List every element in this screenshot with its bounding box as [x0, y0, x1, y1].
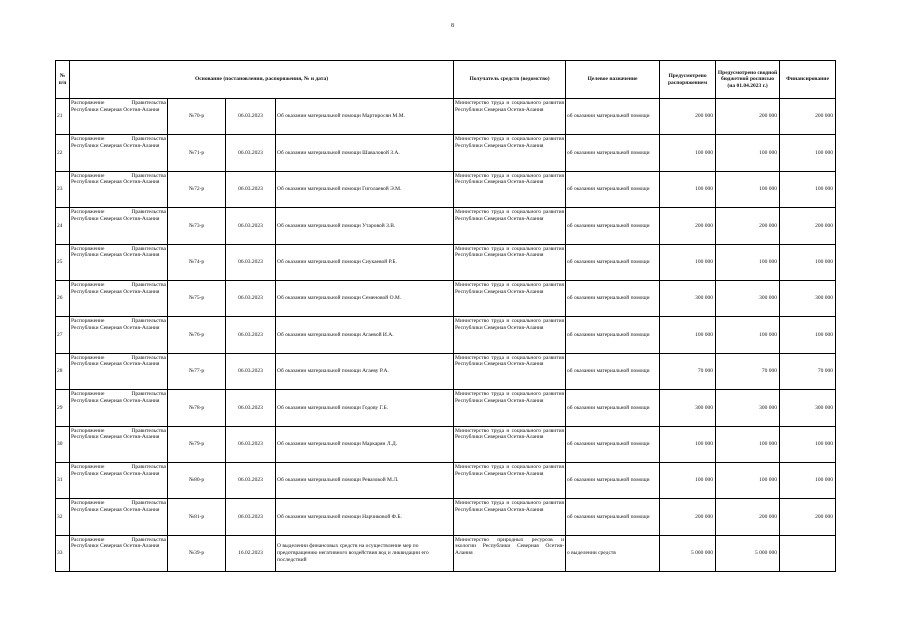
document-type: Распоряжение Правительства Республики Северная Осетия-Алания [70, 171, 168, 207]
document-date: 06.03.2023 [226, 390, 276, 426]
table-row [56, 390, 836, 426]
row-number: 29 [56, 390, 70, 426]
purpose: об оказании материальной помощи [566, 244, 660, 280]
document-type: Распоряжение Правительства Республики Северная Осетия-Алания [70, 99, 168, 135]
amount-financed: 300 000 [780, 280, 836, 316]
row-number: 22 [56, 135, 70, 171]
amount-planned: 200 000 [660, 499, 716, 535]
recipient: Министерство труда и социального развития Республики Северная Осетия-Алания [454, 280, 566, 316]
document-type: Распоряжение Правительства Республики Северная Осетия-Алания [70, 499, 168, 535]
header-recipient: Получатель средств (ведомство) [454, 61, 566, 99]
row-number: 33 [56, 535, 70, 571]
table-row [56, 171, 836, 207]
document-title: Об оказании материальной помощи Маркарян Л.Д. [276, 426, 454, 462]
document-date: 06.03.2023 [226, 426, 276, 462]
document-type: Распоряжение Правительства Республики Северная Осетия-Алания [70, 135, 168, 171]
row-number: 31 [56, 462, 70, 498]
table-row [56, 244, 836, 280]
document-number: №74-р [168, 244, 226, 280]
document-type: Распоряжение Правительства Республики Северная Осетия-Алания [70, 280, 168, 316]
document-type: Распоряжение Правительства Республики Северная Осетия-Алания [70, 208, 168, 244]
table-row [56, 499, 836, 535]
document-title: Об оказании материальной помощи Сиукаевой Р.Б. [276, 244, 454, 280]
amount-planned: 300 000 [660, 280, 716, 316]
amount-planned: 100 000 [660, 462, 716, 498]
header-num: № п/п [56, 61, 70, 99]
row-number: 24 [56, 208, 70, 244]
amount-financed: 200 000 [780, 208, 836, 244]
purpose: об оказании материальной помощи [566, 208, 660, 244]
recipient: Министерство труда и социального развития Республики Северная Осетия-Алания [454, 462, 566, 498]
amount-financed: 100 000 [780, 171, 836, 207]
document-title: Об оказании материальной помощи Ревазовой М.Л. [276, 462, 454, 498]
purpose: об оказании материальной помощи [566, 317, 660, 353]
document-type: Распоряжение Правительства Республики Северная Осетия-Алания [70, 426, 168, 462]
amount-budget: 100 000 [716, 171, 780, 207]
recipient: Министерство труда и социального развития Республики Северная Осетия-Алания [454, 426, 566, 462]
document-type: Распоряжение Правительства Республики Северная Осетия-Алания [70, 353, 168, 389]
amount-planned: 5 000 000 [660, 535, 716, 571]
document-title: О выделении финансовых средств на осуществление мер по предотвращению негативного воздействия вод и ликвидации его последствий [276, 535, 454, 571]
document-title: Об оказании материальной помощи Семеновой О.М. [276, 280, 454, 316]
amount-planned: 100 000 [660, 244, 716, 280]
document-number: №80-р [168, 462, 226, 498]
recipient: Министерство труда и социального развития Республики Северная Осетия-Алания [454, 353, 566, 389]
table-row [56, 317, 836, 353]
document-number: №70-р [168, 99, 226, 135]
table-row [56, 135, 836, 171]
document-date: 06.03.2023 [226, 171, 276, 207]
document-title: Об оказании материальной помощи Годову Г.Б. [276, 390, 454, 426]
purpose: об оказании материальной помощи [566, 171, 660, 207]
recipient: Министерство труда и социального развития Республики Северная Осетия-Алания [454, 99, 566, 135]
amount-financed: 100 000 [780, 135, 836, 171]
header-basis: Основание (постановления, распоряжения, № и дата) [70, 61, 454, 99]
amount-budget: 100 000 [716, 244, 780, 280]
table-row [56, 208, 836, 244]
purpose: об оказании материальной помощи [566, 426, 660, 462]
table-row [56, 535, 836, 571]
document-date: 06.03.2023 [226, 353, 276, 389]
document-number: №78-р [168, 390, 226, 426]
document-number: №72-р [168, 171, 226, 207]
header-financed: Финансирование [780, 61, 836, 99]
amount-budget: 70 000 [716, 353, 780, 389]
purpose: об оказании материальной помощи [566, 390, 660, 426]
amount-planned: 100 000 [660, 171, 716, 207]
row-number: 30 [56, 426, 70, 462]
amount-budget: 200 000 [716, 499, 780, 535]
row-number: 26 [56, 280, 70, 316]
document-number: №76-р [168, 317, 226, 353]
amount-financed: 100 000 [780, 462, 836, 498]
amount-financed: 100 000 [780, 317, 836, 353]
recipient: Министерство труда и социального развития Республики Северная Осетия-Алания [454, 135, 566, 171]
amount-financed: 100 000 [780, 244, 836, 280]
purpose: об оказании материальной помощи [566, 499, 660, 535]
row-number: 23 [56, 171, 70, 207]
document-number: №71-р [168, 135, 226, 171]
amount-planned: 200 000 [660, 208, 716, 244]
purpose: об оказании материальной помощи [566, 353, 660, 389]
row-number: 28 [56, 353, 70, 389]
purpose: об оказании материальной помощи [566, 280, 660, 316]
amount-budget: 100 000 [716, 135, 780, 171]
document-title: Об оказании материальной помощи Агаевой И.А. [276, 317, 454, 353]
purpose: о выделении средств [566, 535, 660, 571]
amount-budget: 300 000 [716, 280, 780, 316]
recipient: Министерство труда и социального развития Республики Северная Осетия-Алания [454, 171, 566, 207]
document-number: №75-р [168, 280, 226, 316]
document-type: Распоряжение Правительства Республики Северная Осетия-Алания [70, 462, 168, 498]
document-number: №39-р [168, 535, 226, 571]
amount-financed [780, 535, 836, 571]
header-planned: Предусмотрено распоряжением [660, 61, 716, 99]
document-type: Распоряжение Правительства Республики Северная Осетия-Алания [70, 390, 168, 426]
document-number: №81-р [168, 499, 226, 535]
recipient: Министерство труда и социального развития Республики Северная Осетия-Алания [454, 499, 566, 535]
table-row [56, 99, 836, 135]
document-date: 06.03.2023 [226, 99, 276, 135]
amount-budget: 200 000 [716, 208, 780, 244]
amount-financed: 70 000 [780, 353, 836, 389]
amount-budget: 100 000 [716, 317, 780, 353]
document-number: №73-р [168, 208, 226, 244]
table-row [56, 426, 836, 462]
recipient: Министерство труда и социального развития Республики Северная Осетия-Алания [454, 390, 566, 426]
row-number: 32 [56, 499, 70, 535]
table-row [56, 353, 836, 389]
amount-planned: 100 000 [660, 135, 716, 171]
register-table [55, 60, 836, 572]
document-date: 16.02.2023 [226, 535, 276, 571]
amount-budget: 200 000 [716, 99, 780, 135]
purpose: об оказании материальной помощи [566, 135, 660, 171]
row-number: 25 [56, 244, 70, 280]
amount-planned: 300 000 [660, 390, 716, 426]
document-title: Об оказании материальной помощи Агаеву Р.А. [276, 353, 454, 389]
amount-planned: 70 000 [660, 353, 716, 389]
document-type: Распоряжение Правительства Республики Северная Осетия-Алания [70, 317, 168, 353]
amount-planned: 100 000 [660, 426, 716, 462]
table-row [56, 462, 836, 498]
purpose: об оказании материальной помощи [566, 462, 660, 498]
document-date: 06.03.2023 [226, 499, 276, 535]
amount-budget: 100 000 [716, 462, 780, 498]
document-type: Распоряжение Правительства Республики Северная Осетия-Алания [70, 535, 168, 571]
row-number: 21 [56, 99, 70, 135]
amount-budget: 5 000 000 [716, 535, 780, 571]
amount-budget: 300 000 [716, 390, 780, 426]
document-date: 06.03.2023 [226, 462, 276, 498]
document-title: Об оказании материальной помощи Шаваловой З.А. [276, 135, 454, 171]
recipient: Министерство труда и социального развития Республики Северная Осетия-Алания [454, 317, 566, 353]
document-date: 06.03.2023 [226, 135, 276, 171]
recipient: Министерство труда и социального развития Республики Северная Осетия-Алания [454, 244, 566, 280]
document-title: Об оказании материальной помощи Нарчиковой Ф.Б. [276, 499, 454, 535]
amount-financed: 100 000 [780, 426, 836, 462]
document-number: №77-р [168, 353, 226, 389]
document-title: Об оказании материальной помощи Гиголаевой Э.М. [276, 171, 454, 207]
header-budget-planned: Предусмотрено сводной бюджетной росписью (на 01.04.2023 г.) [716, 61, 780, 99]
document-date: 06.03.2023 [226, 317, 276, 353]
amount-planned: 200 000 [660, 99, 716, 135]
document-title: Об оказании материальной помощи Мартиросян М.М. [276, 99, 454, 135]
document-date: 06.03.2023 [226, 244, 276, 280]
table-row [56, 280, 836, 316]
amount-financed: 200 000 [780, 99, 836, 135]
amount-budget: 100 000 [716, 426, 780, 462]
amount-planned: 100 000 [660, 317, 716, 353]
document-date: 06.03.2023 [226, 208, 276, 244]
row-number: 27 [56, 317, 70, 353]
amount-financed: 300 000 [780, 390, 836, 426]
recipient: Министерство природных ресурсов и экологии Республики Северная Осетия-Алания [454, 535, 566, 571]
document-type: Распоряжение Правительства Республики Северная Осетия-Алания [70, 244, 168, 280]
page-number: 8 [451, 23, 454, 29]
header-purpose: Целевое назначение [566, 61, 660, 99]
document-date: 06.03.2023 [226, 280, 276, 316]
document-number: №79-р [168, 426, 226, 462]
purpose: об оказании материальной помощи [566, 99, 660, 135]
recipient: Министерство труда и социального развития Республики Северная Осетия-Алания [454, 208, 566, 244]
amount-financed: 200 000 [780, 499, 836, 535]
document-title: Об оказании материальной помощи Утаровой З.В. [276, 208, 454, 244]
header-row [56, 61, 836, 99]
